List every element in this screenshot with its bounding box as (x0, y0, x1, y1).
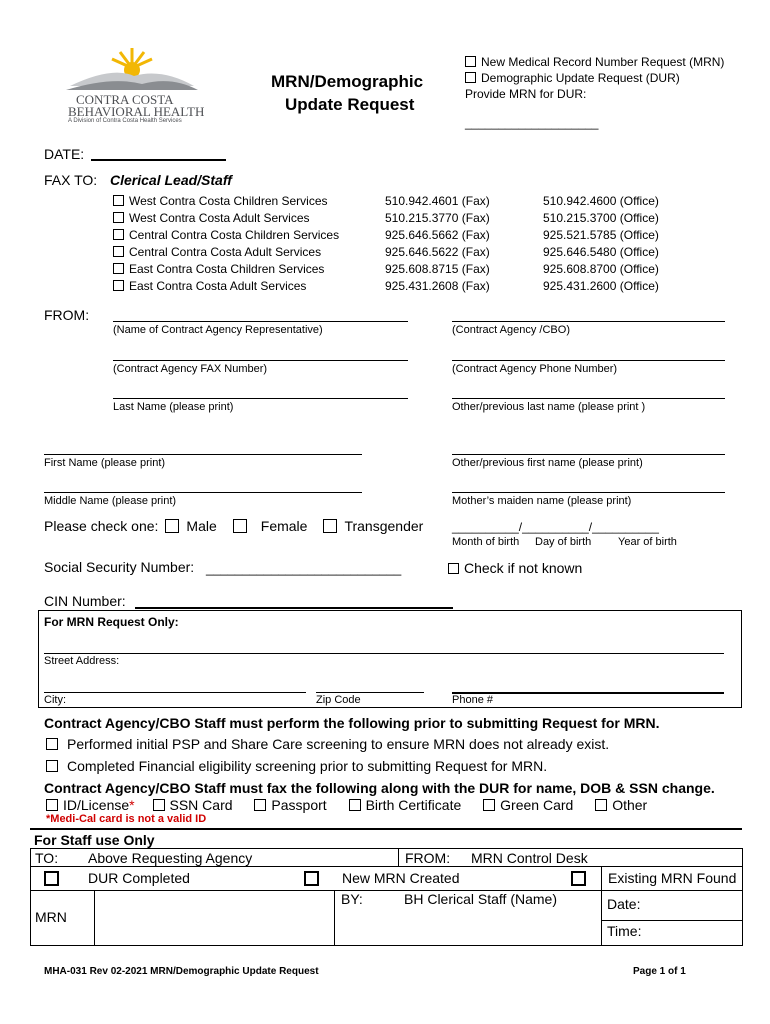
staff-from-label: FROM: (405, 850, 451, 866)
office-number: 925.608.8700 (Office) (543, 262, 659, 276)
provide-mrn-field[interactable]: ____________________ (465, 116, 599, 130)
fax-option-name: West Contra Costa Adult Services (129, 211, 310, 225)
fax-option-name: West Contra Costa Children Services (129, 194, 328, 208)
staff-to-value: Above Requesting Agency (88, 850, 253, 866)
checkbox-icon[interactable] (233, 519, 247, 533)
zip-field[interactable] (316, 692, 424, 693)
dob-field[interactable]: __________/__________/__________ (452, 520, 659, 534)
doc-ssn-card: SSN Card (169, 797, 233, 813)
checkbox-icon[interactable] (46, 738, 58, 750)
agency-field[interactable] (452, 321, 725, 322)
fax-option[interactable] (113, 228, 339, 242)
checkbox-icon[interactable] (153, 799, 165, 811)
steps-header-2: Contract Agency/CBO Staff must fax the following along with the DUR for name, DOB & SSN change. (44, 780, 715, 796)
dur-label: Demographic Update Request (DUR) (481, 71, 680, 85)
office-number: 510.215.3700 (Office) (543, 211, 659, 225)
existing-mrn-checkbox[interactable] (571, 871, 586, 886)
gender-male-label: Male (186, 518, 217, 534)
dur-completed-checkbox[interactable] (44, 871, 59, 886)
doc-birth-certificate: Birth Certificate (365, 797, 462, 813)
fax-option-name: Central Contra Costa Children Services (129, 228, 340, 242)
step-item-2[interactable] (46, 758, 547, 774)
fax-number: 925.431.2608 (Fax) (385, 279, 490, 293)
other-last-name-caption: Other/previous last name (please print ) (452, 401, 646, 413)
ssn-unknown-option[interactable] (448, 560, 582, 576)
agency-caption: (Contract Agency /CBO) (452, 324, 570, 336)
sun-hills-icon (62, 46, 202, 92)
fax-number: 925.646.5622 (Fax) (385, 245, 490, 259)
staff-table (30, 848, 743, 946)
city-label: City: (44, 694, 66, 706)
street-address-field[interactable] (44, 653, 724, 654)
gender-female-label: Female (260, 518, 308, 534)
fax-number: 925.608.8715 (Fax) (385, 262, 490, 276)
checkbox-icon[interactable] (46, 799, 58, 811)
asterisk-mark: * (129, 797, 135, 813)
fax-option[interactable] (113, 279, 306, 293)
street-address-label: Street Address: (44, 655, 120, 667)
fax-option[interactable] (113, 211, 310, 225)
fax-recipient: Clerical Lead/Staff (110, 172, 232, 188)
checkbox-icon[interactable] (113, 212, 124, 223)
checkbox-icon[interactable] (46, 760, 58, 772)
table-rule (601, 920, 742, 921)
checkbox-icon[interactable] (595, 799, 607, 811)
checkbox-icon[interactable] (113, 229, 124, 240)
doc-green-card: Green Card (500, 797, 574, 813)
last-name-field[interactable] (113, 398, 408, 399)
zip-label: Zip Code (316, 694, 361, 706)
maiden-name-caption: Mother’s maiden name (please print) (452, 495, 632, 507)
logo-line-1: CONTRA COSTA (76, 92, 174, 107)
fax-number: 510.942.4601 (Fax) (385, 194, 490, 208)
staff-by-label: BY: (341, 891, 363, 907)
checkbox-icon[interactable] (483, 799, 495, 811)
from-label: FROM: (44, 307, 90, 323)
step-item-2-label: Completed Financial eligibility screening prior to submitting Request for MRN. (67, 758, 548, 774)
steps-header-1: Contract Agency/CBO Staff must perform the following prior to submitting Request for MRN. (44, 715, 660, 731)
checkbox-icon[interactable] (448, 563, 459, 574)
fax-option-name: East Contra Costa Adult Services (129, 279, 307, 293)
maiden-name-field[interactable] (452, 492, 725, 493)
doc-passport: Passport (271, 797, 327, 813)
checkbox-icon[interactable] (113, 263, 124, 274)
fax-number: 925.646.5662 (Fax) (385, 228, 490, 242)
checkbox-icon[interactable] (113, 195, 124, 206)
agency-logo (62, 46, 205, 128)
date-label: DATE: (44, 146, 85, 162)
rep-name-field[interactable] (113, 321, 408, 322)
fax-number: 510.215.3770 (Fax) (385, 211, 490, 225)
provide-mrn-label: Provide MRN for DUR: (465, 87, 587, 101)
form-title-line-2: Update Request (285, 95, 415, 114)
logo-line-2: BEHAVIORAL HEALTH (68, 104, 205, 119)
fax-option[interactable] (113, 245, 321, 259)
other-first-name-caption: Other/previous first name (please print) (452, 457, 643, 469)
step-item-1[interactable] (46, 736, 609, 752)
fax-option[interactable] (113, 194, 328, 208)
table-rule (398, 849, 399, 866)
first-name-field[interactable] (44, 454, 362, 455)
checkbox-icon[interactable] (254, 799, 266, 811)
gender-label: Please check one: (44, 518, 159, 534)
table-rule (334, 890, 335, 945)
last-name-caption: Last Name (please print) (113, 401, 234, 413)
city-field[interactable] (44, 692, 306, 693)
date-field[interactable] (91, 159, 226, 161)
fax-option[interactable] (113, 262, 324, 276)
office-number: 925.646.5480 (Office) (543, 245, 659, 259)
checkbox-icon[interactable] (165, 519, 179, 533)
gender-group (44, 518, 423, 534)
first-name-caption: First Name (please print) (44, 457, 166, 469)
form-title-line-1: MRN/Demographic (271, 72, 424, 91)
dur-completed-label: DUR Completed (88, 870, 190, 886)
staff-from-value: MRN Control Desk (471, 850, 588, 866)
checkbox-icon[interactable] (465, 56, 476, 67)
checkbox-icon[interactable] (349, 799, 361, 811)
checkbox-icon[interactable] (113, 280, 124, 291)
staff-divider (30, 828, 742, 830)
gender-trans-label: Transgender (344, 518, 424, 534)
middle-name-caption: Middle Name (please print) (44, 495, 177, 507)
table-rule (31, 866, 742, 867)
office-number: 925.521.5785 (Office) (543, 228, 659, 242)
logo-line-3: A Division of Contra Costa Health Services (68, 118, 182, 124)
fax-to-label: FAX TO: (44, 172, 98, 188)
footer-page-number: Page 1 of 1 (633, 966, 686, 977)
fax-option-name: Central Contra Costa Adult Services (129, 245, 322, 259)
step-item-1-label: Performed initial PSP and Share Care screening to ensure MRN does not already exist. (67, 736, 610, 752)
other-last-name-field[interactable] (452, 398, 725, 399)
doc-id-license: ID/License (63, 797, 130, 813)
footer-form-id: MHA-031 Rev 02-2021 MRN/Demographic Update Request (44, 966, 319, 977)
new-mrn-option[interactable] (465, 55, 724, 69)
dob-year-caption: Year of birth (618, 536, 677, 548)
staff-mrn-label: MRN (35, 909, 67, 925)
checkbox-icon[interactable] (465, 72, 476, 83)
agency-fax-field[interactable] (113, 360, 408, 361)
agency-phone-caption: (Contract Agency Phone Number) (452, 363, 618, 375)
doc-other: Other (612, 797, 648, 813)
staff-mrn-field[interactable] (95, 891, 333, 944)
other-first-name-field[interactable] (452, 454, 725, 455)
ssn-field[interactable]: ___________________________ (206, 561, 402, 576)
agency-fax-caption: (Contract Agency FAX Number) (113, 363, 268, 375)
staff-title: For Staff use Only (34, 832, 155, 848)
staff-time-label: Time: (607, 923, 642, 939)
dob-month-caption: Month of birth (452, 536, 520, 548)
office-number: 925.431.2600 (Office) (543, 279, 659, 293)
staff-to-label: TO: (35, 850, 59, 866)
staff-date-label: Date: (607, 896, 641, 912)
ssn-unknown-label: Check if not known (464, 560, 583, 576)
rep-name-caption: (Name of Contract Agency Representative) (113, 324, 323, 336)
middle-name-field[interactable] (44, 492, 362, 493)
required-docs (46, 797, 647, 813)
ssn-label: Social Security Number: (44, 559, 195, 575)
phone-label: Phone # (452, 694, 493, 706)
new-mrn-created-checkbox[interactable] (304, 871, 319, 886)
dob-day-caption: Day of birth (535, 536, 592, 548)
dur-option[interactable] (465, 71, 680, 85)
office-number: 510.942.4600 (Office) (543, 194, 659, 208)
mrn-box-title: For MRN Request Only: (44, 615, 179, 629)
table-rule (601, 866, 602, 945)
new-mrn-created-label: New MRN Created (342, 870, 460, 886)
cin-label: CIN Number: (44, 593, 126, 609)
new-mrn-label: New Medical Record Number Request (MRN) (481, 55, 725, 69)
agency-phone-field[interactable] (452, 360, 725, 361)
staff-by-value: BH Clerical Staff (Name) (404, 891, 558, 907)
cin-field[interactable] (135, 607, 453, 609)
checkbox-icon[interactable] (113, 246, 124, 257)
checkbox-icon[interactable] (323, 519, 337, 533)
fax-option-name: East Contra Costa Children Services (129, 262, 325, 276)
medi-cal-note: *Medi-Cal card is not a valid ID (46, 813, 207, 825)
existing-mrn-label: Existing MRN Found (608, 870, 737, 886)
